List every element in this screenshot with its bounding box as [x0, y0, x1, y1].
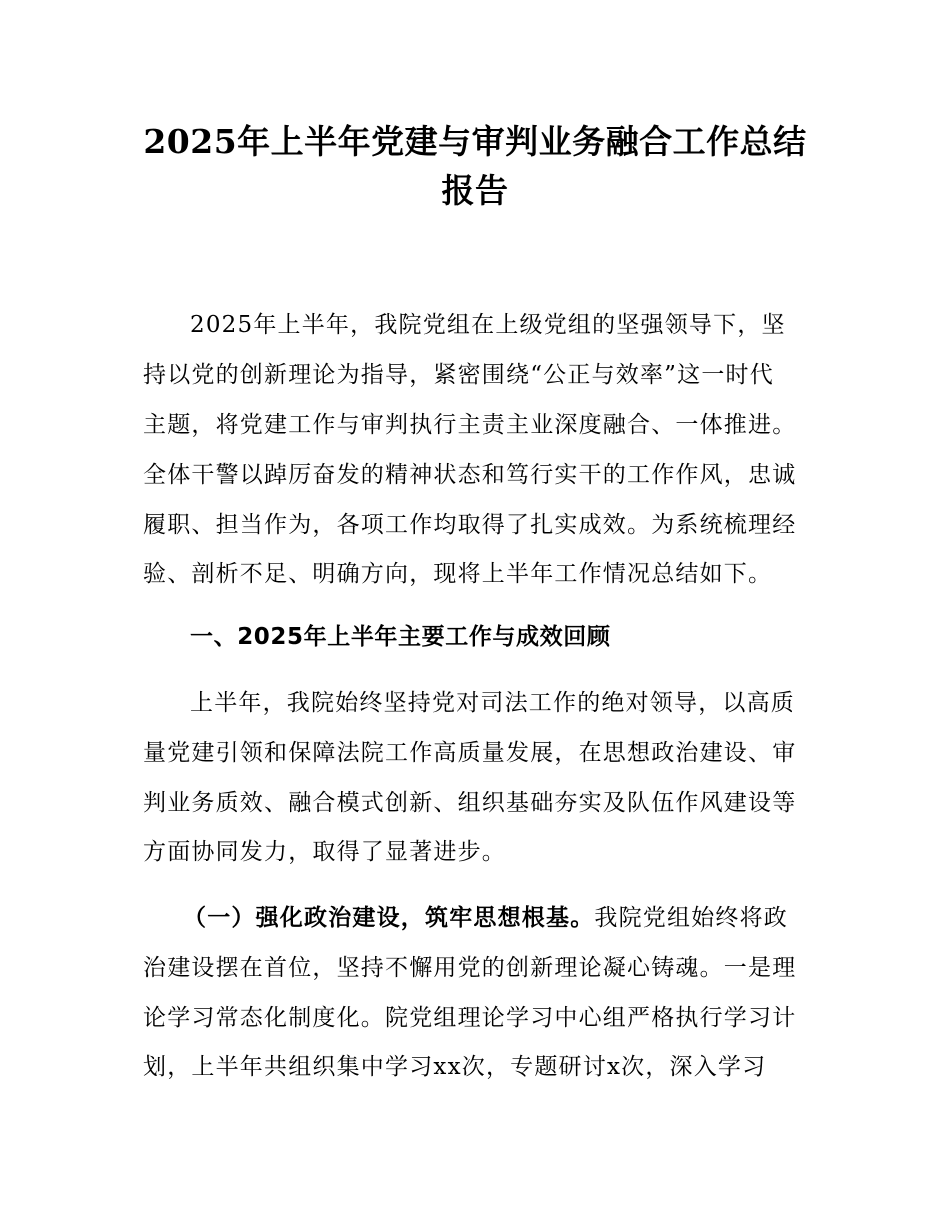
subsection-1-line-3: 论学习常态化制度化。院党组理论学习中心组严格执行学习计 — [143, 1005, 797, 1031]
section-1-para-line-2: 量党建引领和保障法院工作高质量发展，在思想政治建设、审 — [143, 740, 797, 766]
intro-line-3: 主题，将党建工作与审判执行主责主业深度融合、一体推进。 — [143, 412, 797, 438]
intro-line-1: 2025年上半年，我院党组在上级党组的坚强领导下，坚 — [190, 312, 786, 338]
section-1-para-line-1: 上半年，我院始终坚持党对司法工作的绝对领导，以高质 — [190, 690, 795, 716]
subsection-1-line-1 — [183, 903, 788, 933]
document-title-line-1: 2025年上半年党建与审判业务融合工作总结 — [143, 122, 807, 161]
section-1-heading: 一、2025年上半年主要工作与成效回顾 — [190, 624, 611, 650]
intro-line-6: 验、剖析不足、明确方向，现将上半年工作情况总结如下。 — [143, 561, 773, 587]
intro-line-5: 履职、担当作为，各项工作均取得了扎实成效。为系统梳理经 — [143, 512, 797, 538]
section-1-para-line-4: 方面协同发力，取得了显著进步。 — [143, 839, 506, 865]
intro-line-2: 持以党的创新理论为指导，紧密围绕“公正与效率”这一时代 — [143, 362, 774, 388]
document-title-line-2: 报告 — [441, 171, 509, 210]
subsection-1-heading: （一）强化政治建设，筑牢思想根基。 — [183, 904, 595, 931]
subsection-1-line-4: 划，上半年共组织集中学习xx次，专题研讨x次，深入学习 — [143, 1054, 767, 1080]
subsection-1-text-start: 我院党组始终将政 — [594, 905, 789, 931]
intro-line-4: 全体干警以踔厉奋发的精神状态和笃行实干的工作作风，忠诚 — [143, 462, 797, 488]
section-1-para-line-3: 判业务质效、融合模式创新、组织基础夯实及队伍作风建设等 — [143, 790, 797, 816]
subsection-1-line-2: 治建设摆在首位，坚持不懈用党的创新理论凝心铸魂。一是理 — [143, 955, 797, 981]
